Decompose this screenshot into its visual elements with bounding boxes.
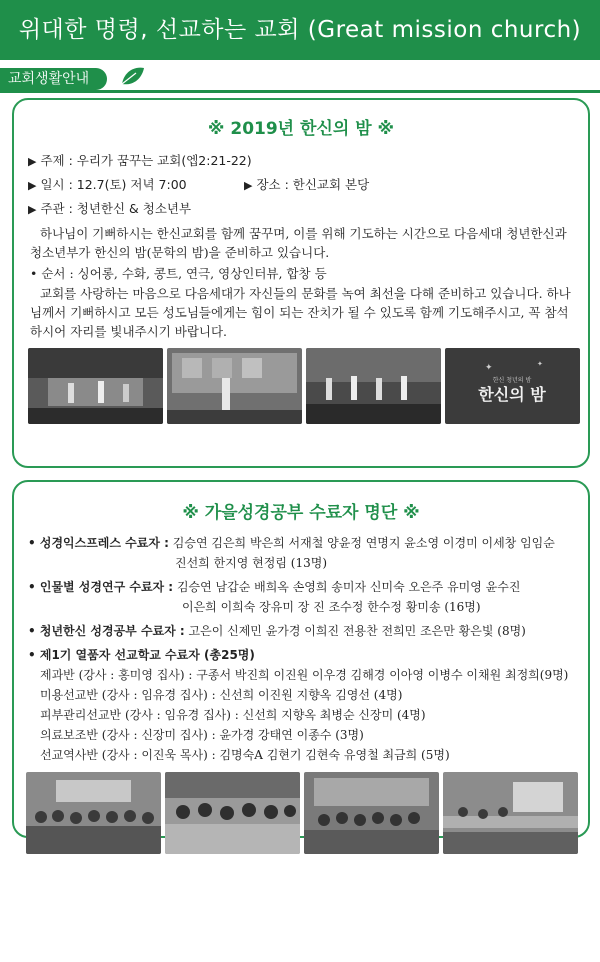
class-row: 선교역사반 (강사 : 이진욱 목사) : 김명숙A 김현기 김현숙 유영철 최금희 (5명) — [40, 748, 450, 762]
svg-text:✦: ✦ — [485, 363, 493, 373]
arrow-icon: ▶ — [28, 203, 37, 216]
header-banner — [0, 0, 600, 60]
class-row: 의료보조반 (강사 : 신장미 집사) : 윤가경 강태연 이종수 (3명) — [40, 728, 364, 742]
arrow-icon: ▶ — [28, 155, 37, 168]
event-photo-4 — [445, 348, 580, 424]
event-host: ▶ 주관 : 청년한신 & 청소년부 — [28, 201, 192, 216]
graduates-title: ※ 가을성경공부 수료자 명단 ※ — [182, 503, 420, 523]
event-paragraph-1: 하나님이 기뻐하시는 한신교회를 함께 꿈꾸며, 이를 위해 기도하는 시간으로 다음세대 청년한신과 청소년부가 한신의 밤(문학의 밤)을 준비하고 있습니다. — [30, 226, 567, 260]
event-photo-row — [28, 348, 580, 424]
event-date: ▶ 일시 : 12.7(토) 저녁 7:00 — [28, 177, 187, 192]
graduates-photo-1 — [26, 772, 161, 854]
class-row: 제과반 (강사 : 홍미영 집사) : 구종서 박진희 이진원 이우경 김해경 이아영 이병수 이채원 최정희(9명) — [40, 668, 569, 682]
list-item-continued: 이은희 이희숙 장유미 장 진 조수정 한수정 황미송 (16명) — [182, 600, 481, 614]
graduates-photo-row — [26, 772, 578, 854]
graduates-photo-4 — [443, 772, 578, 854]
class-row: 미용선교반 (강사 : 임유경 집사) : 신선희 이진원 지향옥 김영선 (4명) — [40, 688, 403, 702]
event-theme: ▶ 주제 : 우리가 꿈꾸는 교회(엡2:21-22) — [28, 153, 252, 168]
event-paragraph-2: 교회를 사랑하는 마음으로 다음세대가 자신들의 문화를 녹여 최선을 다해 준비하고 있습니다. 하나님께서 기뻐하시고 모든 성도님들에게는 힘이 되는 잔치가 될 수 있도록 함께 기도해주시고, 꼭 참석하시어 자리를 빛내주시기 바랍니다. — [30, 286, 571, 339]
section-tag: 교회생활안내 — [0, 68, 107, 90]
event-photo-1 — [28, 348, 163, 424]
class-row: 피부관리선교반 (강사 : 임유경 집사) : 신선희 지향옥 최병순 신장미 (4명) — [40, 708, 426, 722]
event-place: ▶ 장소 : 한신교회 본당 — [244, 177, 370, 192]
event-order: • 순서 : 싱어롱, 수화, 콩트, 연극, 영상인터뷰, 합창 등 — [30, 266, 327, 281]
leaf-icon — [118, 64, 146, 88]
arrow-icon: ▶ — [28, 179, 37, 192]
event-photo-3 — [306, 348, 441, 424]
photo-caption-small: 한신 청년의 밤 — [492, 377, 532, 384]
graduates-photo-3 — [304, 772, 439, 854]
school-heading: • 제1기 열품자 선교학교 수료자 (총25명) — [28, 648, 255, 662]
list-item: • 청년한신 성경공부 수료자 : 고은이 신제민 윤가경 이희진 전용찬 전희민 조은만 황은빛 (8명) — [28, 624, 526, 638]
event-title: ※ 2019년 한신의 밤 ※ — [207, 119, 395, 139]
event-photo-2 — [167, 348, 302, 424]
event-box — [12, 98, 590, 468]
list-item-continued: 진선희 한지영 현정림 (13명) — [175, 556, 327, 570]
photo-caption: 한신의 밤 — [478, 385, 546, 404]
list-item: • 인물별 성경연구 수료자 : 김승연 남갑순 배희옥 손영희 송미자 신미숙 오은주 유미영 윤수진 — [28, 580, 521, 594]
section-divider — [0, 90, 600, 93]
arrow-icon: ▶ — [244, 179, 253, 192]
svg-text:✦: ✦ — [537, 360, 543, 368]
page-title: 위대한 명령, 선교하는 교회 (Great mission church) — [18, 17, 582, 43]
graduates-box — [12, 480, 590, 838]
list-item: • 성경익스프레스 수료자 : 김승연 김은희 박은희 서재철 양윤정 연명지 윤소영 이경미 이세창 임임순 — [28, 536, 555, 550]
graduates-photo-2 — [165, 772, 300, 854]
